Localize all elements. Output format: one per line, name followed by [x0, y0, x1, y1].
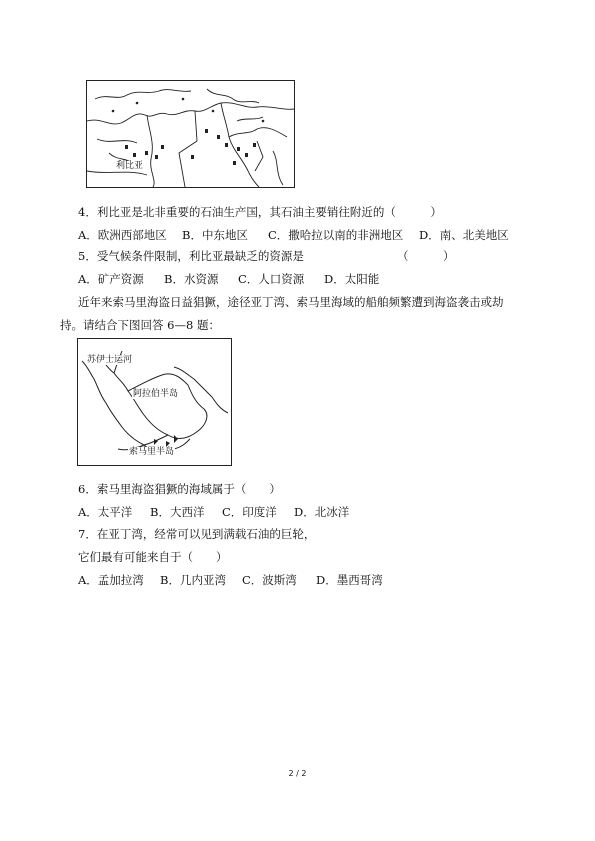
- intro-line-2: 持。请结合下图回答 6—8 题：: [60, 318, 220, 332]
- page-number: 2 / 2: [288, 769, 307, 778]
- q6-option-a[interactable]: A．太平洋: [78, 505, 133, 519]
- q5-option-c[interactable]: C．人口资源: [238, 272, 305, 286]
- q7-option-b[interactable]: B．几内亚湾: [160, 573, 226, 587]
- q4-option-b[interactable]: B．中东地区: [182, 228, 248, 242]
- map1-libya-label: 利比亚: [116, 161, 144, 171]
- arabia-map: [77, 338, 232, 466]
- q4-options: [78, 228, 509, 242]
- map2-arabia-label: 阿拉伯半岛: [133, 389, 179, 399]
- q4-stem: 4．利比亚是北非重要的石油生产国，其石油主要销往附近的（ ）: [78, 205, 442, 219]
- map2-somali-label: 索马里半岛: [129, 447, 175, 457]
- q5-bracket: （ ）: [397, 249, 455, 263]
- map2-suez-label: 苏伊士运河: [87, 355, 133, 365]
- q5-option-b[interactable]: B．水资源: [164, 272, 219, 286]
- q5-option-d[interactable]: D．太阳能: [324, 272, 380, 286]
- q4-option-c[interactable]: C．撒哈拉以南的非洲地区: [268, 228, 404, 242]
- libya-map-drawing: [87, 81, 294, 187]
- q5-option-a[interactable]: A．矿产资源: [78, 272, 144, 286]
- libya-map: [86, 80, 295, 188]
- q6-option-b[interactable]: B．大西洋: [150, 505, 205, 519]
- q6-stem: 6．索马里海盗猖獗的海域属于（ ）: [78, 482, 281, 496]
- q5-options: [78, 272, 379, 286]
- intro-line-1: 近年来索马里海盗日益猖獗，途径亚丁湾、索马里海域的船舶频繁遭到海盗袭击或劫: [78, 295, 504, 309]
- q7-option-d[interactable]: D．墨西哥湾: [316, 573, 383, 587]
- q7-options: [78, 573, 383, 587]
- q7-stem-2: 它们最有可能来自于（ ）: [78, 550, 228, 564]
- q6-option-d[interactable]: D．北冰洋: [294, 505, 350, 519]
- q6-option-c[interactable]: C．印度洋: [222, 505, 277, 519]
- q5-stem: 5．受气候条件限制，利比亚最缺乏的资源是: [78, 249, 304, 263]
- q6-options: [78, 505, 349, 519]
- q7-option-c[interactable]: C．波斯湾: [242, 573, 297, 587]
- q4-option-a[interactable]: A．欧洲西部地区: [78, 228, 167, 242]
- q7-option-a[interactable]: A．孟加拉湾: [78, 573, 144, 587]
- q4-option-d[interactable]: D．南、北美地区: [419, 228, 509, 242]
- q7-stem-1: 7．在亚丁湾，经常可以见到满载石油的巨轮，: [78, 527, 316, 541]
